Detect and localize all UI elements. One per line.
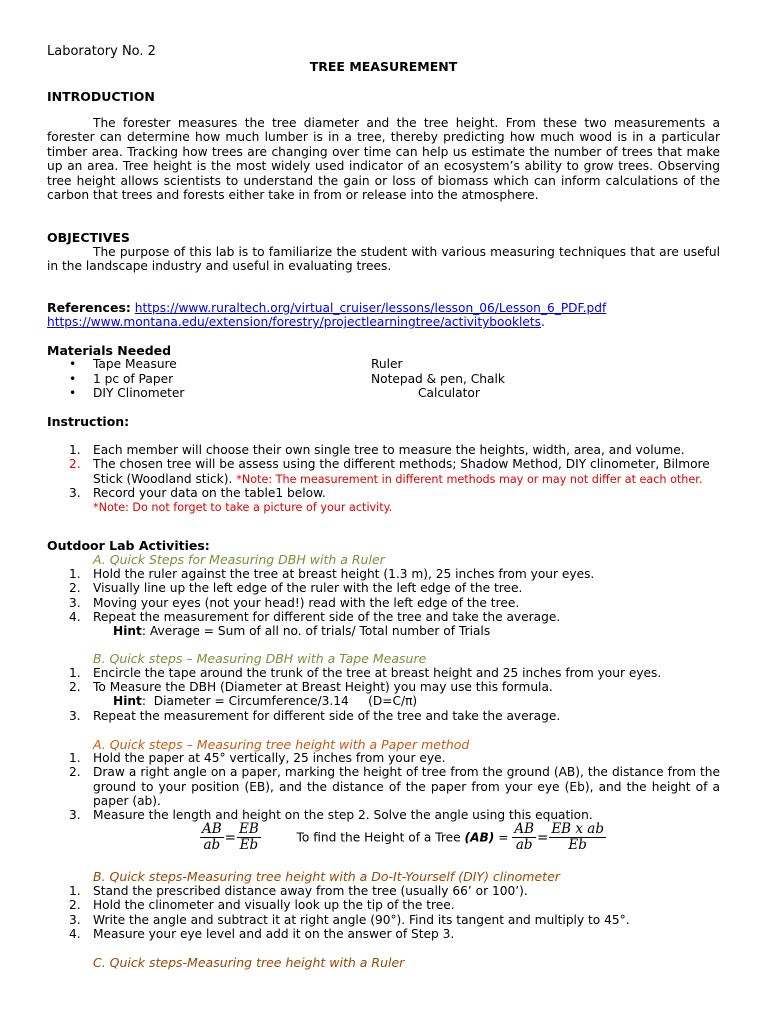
item-text: To Measure the DBH (Diameter at Breast Height) you may use this formula. — [93, 680, 553, 695]
fraction-denominator: Eb — [239, 837, 259, 853]
item-number: 4. — [69, 609, 81, 624]
list-item — [47, 913, 720, 927]
item-number: 3. — [69, 709, 81, 723]
item-text: Repeat the measurement for different side of the tree and take the average. — [93, 709, 561, 723]
objectives-paragraph — [47, 245, 720, 274]
objectives-text: The purpose of this lab is to familiarize the student with various measuring techniques that are useful in the landscape industry and useful in evaluating trees. — [47, 245, 720, 274]
outdoor-heading: Outdoor Lab Activities: — [47, 538, 210, 553]
equals-sign: = — [224, 829, 236, 846]
steps-list — [47, 567, 720, 624]
reference-link-ruraltech[interactable]: https://www.ruraltech.org/virtual_cruiser/lessons/lesson_06/Lesson_6_PDF.pdf — [134, 301, 607, 315]
fraction-numerator: EB — [238, 821, 259, 837]
section-title: A. Quick steps – Measuring tree height with a Paper method — [93, 737, 470, 752]
list-item — [47, 709, 720, 723]
section-title: C. Quick steps-Measuring tree height with a Ruler — [93, 955, 405, 970]
item-number: 2. — [69, 680, 81, 695]
hint — [113, 694, 417, 708]
item-text: Repeat the measurement for different side of the tree and take the average. — [93, 609, 561, 624]
reference-link-montana[interactable]: https://www.montana.edu/extension/forestry/projectlearningtree/activitybooklets — [47, 315, 542, 330]
equation-label: To find the Height of a Tree — [296, 830, 465, 845]
steps-list — [47, 709, 720, 723]
equation-bold-term: (AB) — [464, 830, 495, 845]
introduction-text: The forester measures the tree diameter and the tree height. From these two measurements a forester can determine how much lumber is in a tree, thereby predicting how much wood is in a particular timber area. Tracking how trees are changing over time can help us estimate the number of trees that make up an area. Tree height is the most widely used indicator of an ecosystem’s ability to grow trees. Observing tree height allows scientists to understand the gain or loss of biomass which can inform calculations of the carbon that trees and forests either take in from or release into the atmosphere. — [47, 116, 720, 203]
item-number: 4. — [69, 926, 81, 941]
lab-number: Laboratory No. 2 — [47, 44, 156, 59]
item-number: 3. — [69, 808, 81, 823]
equals-sign: = — [537, 829, 549, 846]
material-left: DIY Clinometer — [93, 386, 185, 400]
list-item — [47, 666, 720, 680]
list-item — [47, 581, 720, 595]
fraction-denominator: Eb — [568, 837, 587, 853]
list-item — [47, 808, 720, 822]
item-text: Moving your eyes (not your head!) read with the left edge of the tree. — [93, 595, 520, 610]
hint-label: Hint — [113, 694, 142, 708]
list-item — [47, 751, 720, 765]
item-text: Draw a right angle on a paper, marking the height of tree from the ground (AB), the distance from the ground to your position (EB), and the distance of the paper from your eye (Eb), and the height of a paper (ab). — [93, 765, 720, 808]
introduction-paragraph — [47, 116, 720, 202]
fraction-denominator: ab — [515, 837, 533, 853]
document-title: TREE MEASUREMENT — [309, 59, 458, 74]
bullet: • — [69, 357, 77, 371]
hint-label: Hint — [113, 624, 142, 638]
item-text: Hold the paper at 45° vertically, 25 inches from your eye. — [93, 751, 446, 765]
item-note: *Note: Do not forget to take a picture of your activity. — [93, 501, 393, 515]
list-item — [47, 927, 720, 941]
fraction-numerator: AB — [202, 821, 222, 837]
list-item — [47, 680, 720, 694]
item-number: 3. — [69, 595, 81, 610]
list-item — [47, 567, 720, 581]
item-text: Record your data on the table1 below. — [93, 486, 326, 501]
steps-list — [47, 884, 720, 941]
instruction-heading: Instruction: — [47, 414, 130, 429]
equation-text — [297, 831, 513, 845]
fraction — [200, 822, 224, 853]
item-text: The chosen tree will be assess using the different methods; Shadow Method, DIY clinometer, Bilmore Stick (Woodland stick). — [93, 457, 710, 486]
materials-heading: Materials Needed — [47, 343, 172, 358]
hint — [113, 624, 490, 638]
hint-text: : Diameter = Circumference/3.14 (D=C/π) — [141, 694, 418, 708]
item-number: 1. — [69, 443, 81, 457]
section-title: B. Quick steps-Measuring tree height with a Do-It-Yourself (DIY) clinometer — [93, 869, 560, 884]
item-number: 2. — [69, 898, 81, 913]
item-text: Measure the length and height on the step 2. Solve the angle using this equation. — [93, 808, 593, 823]
equation — [200, 822, 606, 853]
item-text: Measure your eye level and add it on the answer of Step 3. — [93, 926, 455, 941]
hint-text: : Average = Sum of all no. of trials/ Total number of Trials — [141, 624, 491, 638]
fraction — [237, 822, 261, 853]
steps-list — [47, 751, 720, 822]
item-note: *Note: The measurement in different methods may or may not differ at each other. — [236, 472, 703, 486]
fraction — [512, 822, 536, 853]
list-item — [47, 884, 720, 898]
item-number: 3. — [69, 912, 81, 927]
list-item — [47, 457, 720, 486]
item-text: Hold the ruler against the tree at breast height (1.3 m), 25 inches from your eyes. — [93, 567, 595, 581]
fraction-denominator: ab — [203, 837, 221, 853]
fraction-numerator: EB x ab — [551, 821, 604, 837]
list-item — [47, 486, 720, 516]
references-label: References: — [47, 300, 131, 315]
fraction — [549, 822, 606, 853]
introduction-heading: INTRODUCTION — [47, 89, 155, 104]
item-number: 1. — [69, 567, 81, 581]
item-text: Each member will choose their own single tree to measure the heights, width, area, and volume. — [93, 443, 685, 457]
fraction-numerator: AB — [514, 821, 535, 837]
item-text: Encircle the tape around the trunk of the tree at breast height and 25 inches from your eyes. — [93, 666, 662, 680]
item-number: 1. — [69, 751, 81, 765]
list-item — [47, 443, 720, 457]
list-item — [47, 765, 720, 808]
objectives-heading: OBJECTIVES — [47, 230, 130, 245]
steps-list — [47, 666, 720, 695]
material-right: Notepad & pen, Chalk — [371, 372, 505, 386]
equals-sign: = — [494, 830, 513, 845]
list-item — [47, 596, 720, 610]
bullet: • — [69, 386, 77, 400]
list-item — [47, 898, 720, 912]
item-number: 2. — [69, 457, 81, 472]
item-number: 1. — [69, 666, 81, 680]
section-title: B. Quick steps – Measuring DBH with a Tape Measure — [93, 651, 427, 666]
references-suffix: . — [541, 315, 545, 330]
item-number: 3. — [69, 486, 81, 501]
item-text: Hold the clinometer and visually look up the tip of the tree. — [93, 898, 455, 913]
item-text: Stand the prescribed distance away from the tree (usually 66’ or 100’). — [93, 884, 528, 898]
material-right: Ruler — [371, 357, 403, 371]
item-text: Visually line up the left edge of the ruler with the left edge of the tree. — [93, 581, 523, 596]
material-left: 1 pc of Paper — [93, 372, 174, 386]
references — [47, 301, 720, 330]
item-number: 1. — [69, 884, 81, 898]
list-item — [47, 610, 720, 624]
material-right: Calculator — [418, 386, 480, 400]
bullet: • — [69, 372, 77, 386]
material-left: Tape Measure — [93, 357, 177, 371]
section-title: A. Quick Steps for Measuring DBH with a Ruler — [93, 552, 385, 567]
item-number: 2. — [69, 765, 81, 780]
item-text: Write the angle and subtract it at right angle (90°). Find its tangent and multiply to 45°. — [93, 912, 630, 927]
instruction-list — [47, 443, 720, 516]
item-number: 2. — [69, 581, 81, 596]
